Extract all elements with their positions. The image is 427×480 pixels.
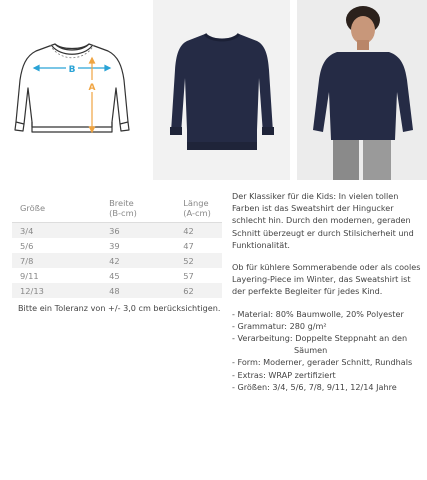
table-row	[12, 268, 222, 283]
size-cell: 12/13	[12, 283, 53, 298]
feature-item: - Grammatur: 280 g/m²	[232, 320, 327, 331]
size-cell: 3/4	[12, 223, 53, 239]
column-header-width: Breite (B-cm)	[53, 194, 147, 223]
feature-list	[232, 308, 422, 393]
size-chart-illustration	[0, 0, 144, 180]
table-row	[12, 253, 222, 268]
feature-item: - Material: 80% Baumwolle, 20% Polyester	[232, 308, 404, 319]
feature-item-continuation: Säumen	[294, 345, 328, 356]
table-row	[12, 238, 222, 253]
feature-item	[232, 332, 422, 356]
length-cell: 52	[147, 253, 222, 268]
size-cell: 5/6	[20, 240, 34, 251]
tolerance-note: Bitte ein Toleranz von +/- 3,0 cm berücksichtigen.	[18, 303, 221, 313]
length-cell: 47	[183, 240, 194, 251]
product-description	[232, 190, 422, 393]
length-cell: 62	[147, 283, 222, 298]
column-header-size: Größe	[12, 194, 53, 223]
size-cell: 7/8	[12, 253, 53, 268]
feature-item: - Größen: 3/4, 5/6, 7/8, 9/11, 12/14 Jahre	[232, 381, 397, 392]
width-cell: 45	[109, 270, 120, 281]
feature-item-text: - Verarbeitung: Doppelte Steppnaht an den	[232, 333, 408, 344]
label-b: B	[68, 65, 76, 75]
table-row	[12, 223, 222, 239]
column-header-length: Länge (A-cm)	[147, 194, 222, 223]
length-cell: 57	[183, 270, 194, 281]
feature-item: - Form: Moderner, gerader Schnitt, Rundhals	[232, 357, 413, 368]
model-photo	[297, 0, 427, 180]
product-photo	[153, 0, 290, 180]
width-cell: 39	[109, 240, 120, 251]
feature-item: - Extras: WRAP zertifiziert	[232, 369, 336, 380]
label-a: A	[88, 83, 96, 93]
length-cell: 42	[147, 223, 222, 239]
table-row	[12, 283, 222, 298]
table-header-row	[12, 194, 222, 223]
width-cell: 36	[53, 223, 147, 239]
width-cell: 48	[53, 283, 147, 298]
width-cell: 42	[53, 253, 147, 268]
size-table	[12, 194, 222, 298]
size-cell: 9/11	[20, 270, 39, 281]
description-paragraph: Ob für kühlere Sommerabende oder als cooles Layering-Piece im Winter, das Sweatshirt ist der perfekte Begleiter für jedes Kind.	[232, 262, 421, 297]
description-paragraph: Der Klassiker für die Kids: In vielen tollen Farben ist das Sweatshirt der Hingucker schlecht hin. Durch den modernen, geraden Schnitt überzeugt er durch Stilsicherheit und Funktionalität.	[232, 191, 414, 250]
